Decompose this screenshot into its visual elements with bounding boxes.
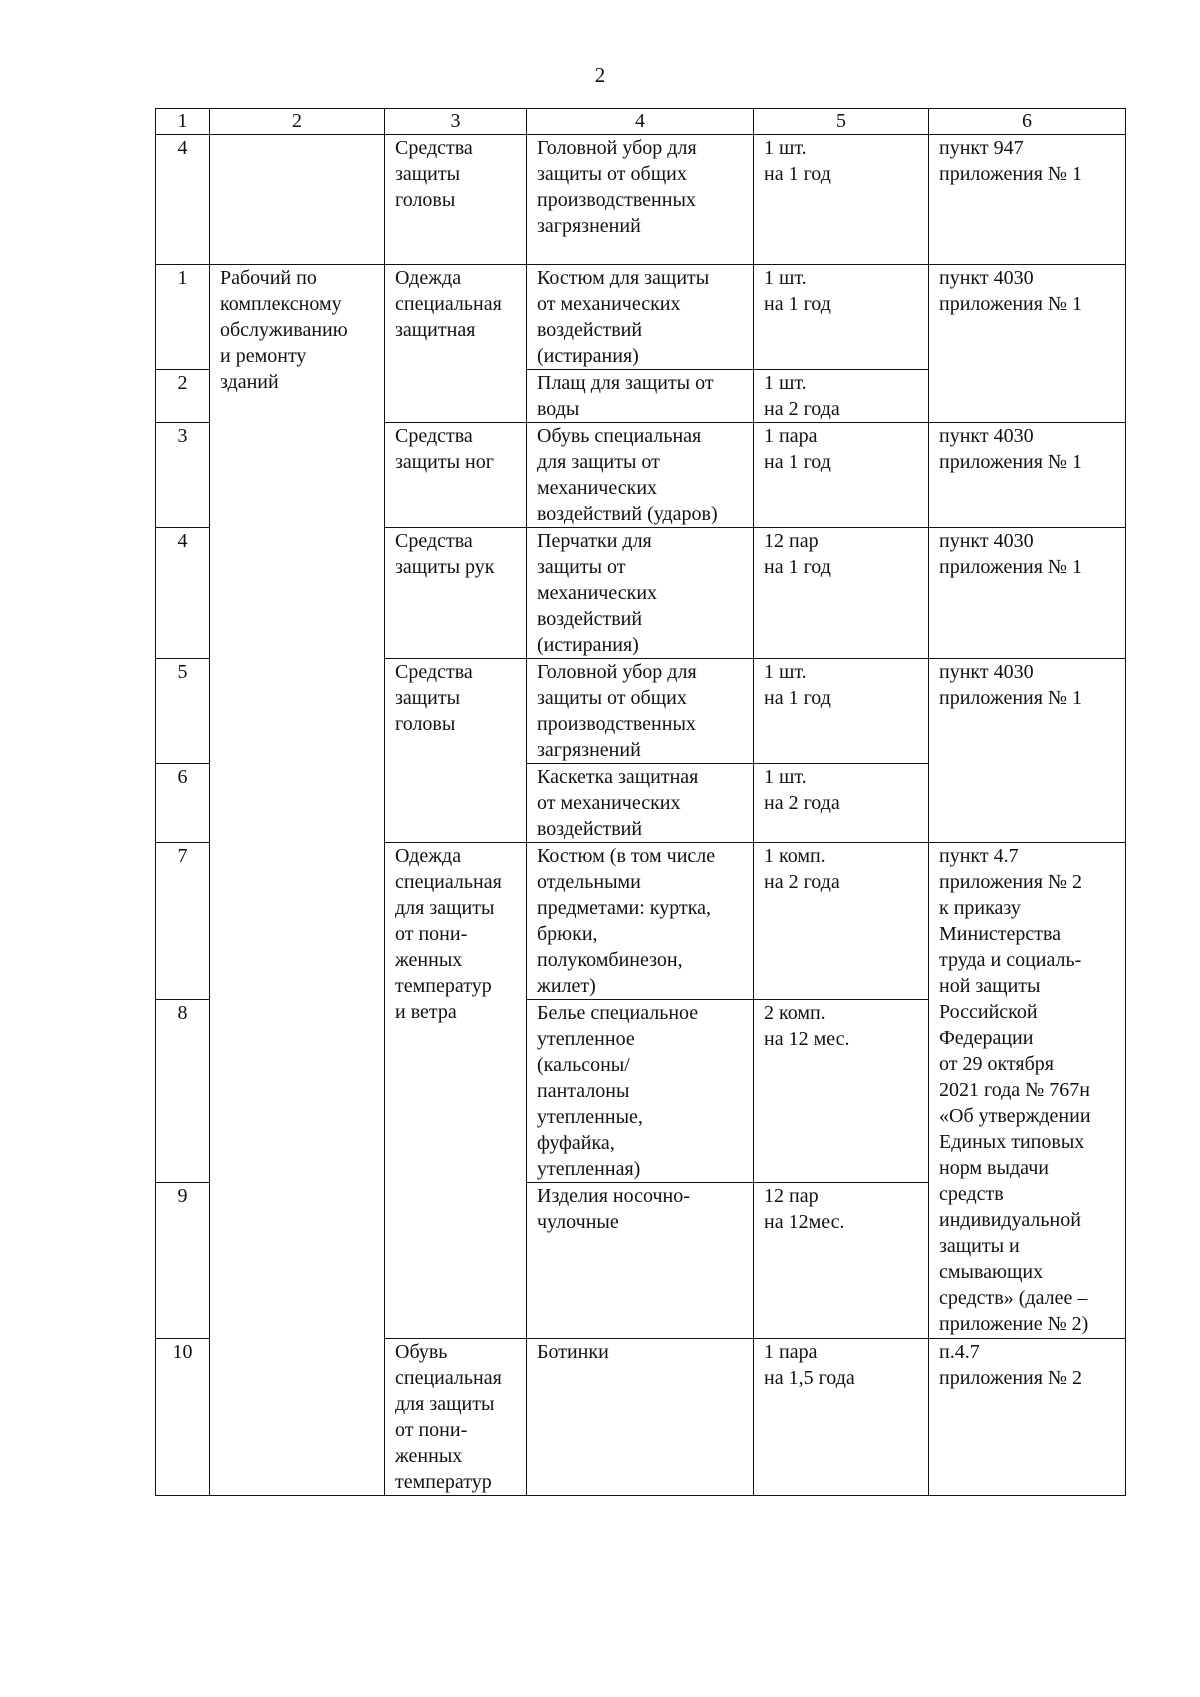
page-number: 2 [594, 63, 606, 87]
ppe-item: Ботинки [527, 1339, 754, 1496]
issue-norm: 2 комп. на 12 мес. [754, 1000, 929, 1183]
ppe-item: Белье специальное утепленное (кальсоны/ панталоны утепленные, фуфайка, утепленная) [527, 1000, 754, 1183]
norm-reference: пункт 4030 приложения № 1 [929, 423, 1126, 528]
column-number: 5 [754, 109, 929, 135]
ppe-category: Средства защиты ног [385, 423, 527, 528]
ppe-item: Изделия носочно- чулочные [527, 1183, 754, 1339]
row-number: 4 [156, 528, 210, 659]
issue-norm: 12 пар на 12мес. [754, 1183, 929, 1339]
profession-cell [210, 135, 385, 265]
issue-norm: 1 шт. на 1 год [754, 659, 929, 764]
column-number: 1 [156, 109, 210, 135]
ppe-item: Плащ для защиты от воды [527, 370, 754, 423]
column-number-row [156, 109, 1126, 135]
ppe-item: Костюм (в том числе отдельными предметами: куртка, брюки, полукомбинезон, жилет) [527, 843, 754, 1000]
row-number: 10 [156, 1339, 210, 1496]
issue-norm: 12 пар на 1 год [754, 528, 929, 659]
issue-norm: 1 пара на 1 год [754, 423, 929, 528]
column-number: 6 [929, 109, 1126, 135]
row-number: 1 [156, 265, 210, 370]
row-number: 7 [156, 843, 210, 1000]
ppe-item: Головной убор для защиты от общих производственных загрязнений [527, 135, 754, 265]
ppe-category: Средства защиты головы [385, 135, 527, 265]
ppe-category: Средства защиты головы [385, 659, 527, 843]
row-number: 9 [156, 1183, 210, 1339]
column-number: 2 [210, 109, 385, 135]
norm-reference: пункт 4030 приложения № 1 [929, 265, 1126, 423]
profession-name: Рабочий по комплексному обслуживанию и ремонту зданий [210, 265, 385, 1496]
issue-norm: 1 шт. на 1 год [754, 265, 929, 370]
ppe-category: Одежда специальная защитная [385, 265, 527, 423]
ppe-item: Костюм для защиты от механических воздействий (истирания) [527, 265, 754, 370]
row-number: 6 [156, 764, 210, 843]
row-number: 5 [156, 659, 210, 764]
row-number: 8 [156, 1000, 210, 1183]
column-number: 4 [527, 109, 754, 135]
norm-reference: пункт 4030 приложения № 1 [929, 659, 1126, 843]
ppe-category: Средства защиты рук [385, 528, 527, 659]
ppe-category: Обувь специальная для защиты от пони- женных температур [385, 1339, 527, 1496]
ppe-category: Одежда специальная для защиты от пони- женных температур и ветра [385, 843, 527, 1339]
row-number: 4 [156, 135, 210, 265]
table-row [156, 135, 1126, 265]
ppe-item: Перчатки для защиты от механических воздействий (истирания) [527, 528, 754, 659]
issue-norm: 1 комп. на 2 года [754, 843, 929, 1000]
table-row [156, 265, 1126, 370]
ppe-item: Головной убор для защиты от общих производственных загрязнений [527, 659, 754, 764]
ppe-item: Обувь специальная для защиты от механических воздействий (ударов) [527, 423, 754, 528]
issue-norm: 1 шт. на 2 года [754, 764, 929, 843]
norm-reference: пункт 4030 приложения № 1 [929, 528, 1126, 659]
row-number: 3 [156, 423, 210, 528]
issue-norm: 1 шт. на 1 год [754, 135, 929, 265]
issue-norm: 1 пара на 1,5 года [754, 1339, 929, 1496]
ppe-item: Каскетка защитная от механических воздействий [527, 764, 754, 843]
column-number: 3 [385, 109, 527, 135]
norm-reference: пункт 4.7 приложения № 2 к приказу Министерства труда и социаль- ной защиты Российской Федерации от 29 октября 2021 года № 767н «Об утверждении Единых типовых норм выдачи средств индивидуальной защиты и смывающих средств» (далее – приложение № 2) [929, 843, 1126, 1339]
issue-norm: 1 шт. на 2 года [754, 370, 929, 423]
ppe-norms-table [155, 108, 1126, 1496]
norm-reference: пункт 947 приложения № 1 [929, 135, 1126, 265]
row-number: 2 [156, 370, 210, 423]
norm-reference: п.4.7 приложения № 2 [929, 1339, 1126, 1496]
